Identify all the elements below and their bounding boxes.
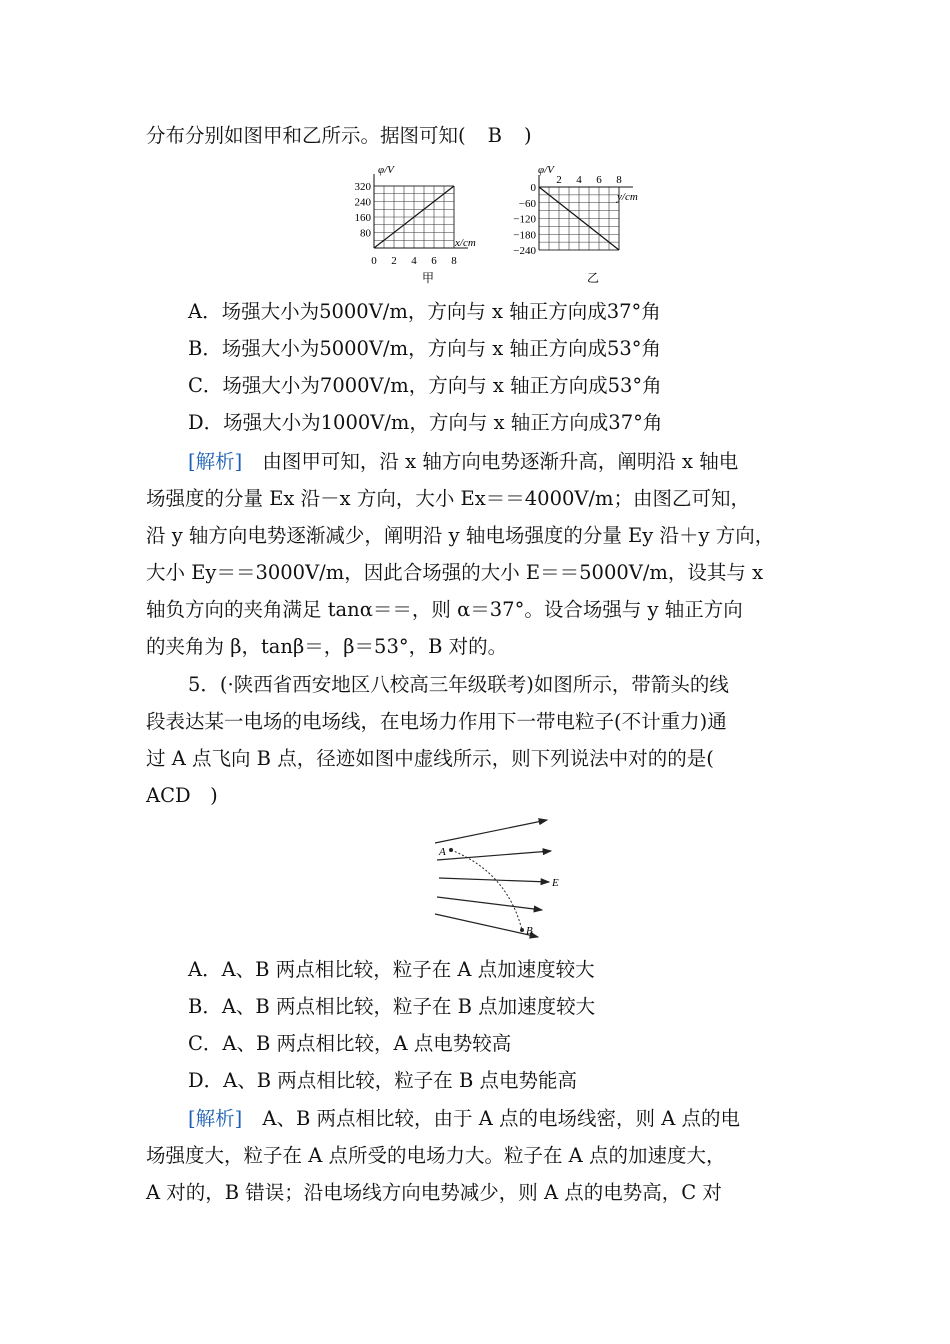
chart-yi-ylabel: φ/V bbox=[538, 164, 554, 176]
particle-trajectory bbox=[451, 850, 522, 930]
y-tick-label: 0 bbox=[530, 182, 536, 194]
q5-analysis-line-1 bbox=[188, 1107, 740, 1131]
x-tick-label: 8 bbox=[451, 255, 457, 267]
x-tick-label: 4 bbox=[576, 174, 582, 186]
q5-stem-text-1: (·陕西省西安地区八校高三年级联考)如图所示，带箭头的线 bbox=[219, 673, 729, 696]
chart-yi-xlabel: y/cm bbox=[617, 191, 638, 203]
y-tick-label: 160 bbox=[354, 212, 371, 224]
field-line-2 bbox=[437, 851, 551, 860]
q5-option-d: D．A、B 两点相比较，粒子在 B 点电势能高 bbox=[188, 1069, 577, 1092]
x-tick-label: 2 bbox=[391, 255, 397, 267]
q4-analysis-line-4: 大小 Ey＝＝3000V/m，因此合场强的大小 E＝＝5000V/m，设其与 x bbox=[146, 561, 764, 584]
chart-yi bbox=[505, 160, 655, 290]
point-a-dot bbox=[449, 848, 453, 852]
q4-stem-close: ) bbox=[523, 124, 532, 147]
x-tick-label: 6 bbox=[431, 255, 437, 267]
point-b-dot bbox=[520, 928, 524, 932]
field-line-4 bbox=[437, 897, 542, 910]
x-tick-label: 8 bbox=[616, 174, 622, 186]
label-e: E bbox=[552, 877, 559, 889]
chart-jia-ylabel: φ/V bbox=[378, 164, 394, 176]
q5-stem-line-4: ACD ) bbox=[146, 784, 218, 807]
chart-jia-title: 甲 bbox=[422, 271, 435, 285]
y-tick-label: 320 bbox=[354, 181, 371, 193]
chart-jia-grid bbox=[374, 174, 468, 248]
y-tick-label: −240 bbox=[513, 245, 536, 257]
q5-stem-line-3: 过 A 点飞向 B 点，径迹如图中虚线所示，则下列说法中对的的是( bbox=[146, 747, 714, 770]
q4-analysis-line-5: 轴负方向的夹角满足 tanα＝＝，则 α＝37°。设合场强与 y 轴正方向 bbox=[146, 598, 743, 621]
y-tick-label: 240 bbox=[354, 196, 371, 209]
label-a: A bbox=[439, 846, 446, 858]
q5-option-c: C．A、B 两点相比较，A 点电势较高 bbox=[188, 1032, 512, 1055]
q5-stem-line-1 bbox=[188, 673, 729, 697]
q4-analysis-line-2: 场强度的分量 Ex 沿－x 方向，大小 Ex＝＝4000V/m；由图乙可知， bbox=[146, 487, 751, 510]
q4-analysis-tag: [解析] bbox=[188, 450, 243, 473]
y-tick-label: −180 bbox=[513, 229, 536, 242]
x-tick-label: 6 bbox=[596, 174, 602, 186]
q5-analysis-line-3: A 对的，B 错误；沿电场线方向电势减少，则 A 点的电势高，C 对 bbox=[146, 1181, 722, 1204]
q4-answer: B bbox=[487, 124, 502, 147]
q5-option-a: A．A、B 两点相比较，粒子在 A 点加速度较大 bbox=[188, 958, 595, 981]
q4-option-b: B．场强大小为5000V/m，方向与 x 轴正方向成53°角 bbox=[188, 337, 662, 360]
field-line-5 bbox=[435, 914, 538, 937]
q4-analysis-line-3: 沿 y 轴方向电势逐渐减少，阐明沿 y 轴电场强度的分量 Ey 沿＋y 方向， bbox=[146, 524, 775, 547]
q5-number: 5． bbox=[188, 673, 220, 696]
q5-analysis-line-2: 场强度大，粒子在 A 点所受的电场力大。粒子在 A 点的加速度大， bbox=[146, 1144, 726, 1167]
chart-yi-title: 乙 bbox=[587, 271, 600, 285]
q4-stem-text: 分布分别如图甲和乙所示。据图可知( bbox=[146, 124, 466, 147]
chart-jia-xlabel: x/cm bbox=[455, 237, 476, 249]
q5-analysis-text-1: A、B 两点相比较，由于 A 点的电场线密，则 A 点的电 bbox=[262, 1107, 740, 1130]
q4-option-a: A．场强大小为5000V/m，方向与 x 轴正方向成37°角 bbox=[188, 300, 661, 323]
q5-option-b: B．A、B 两点相比较，粒子在 B 点加速度较大 bbox=[188, 995, 596, 1018]
field-line-1 bbox=[435, 820, 547, 843]
x-tick-label: 2 bbox=[556, 174, 562, 186]
q4-stem bbox=[146, 124, 532, 148]
y-tick-label: −120 bbox=[513, 213, 536, 226]
q5-analysis-tag: [解析] bbox=[188, 1107, 243, 1130]
label-b: B bbox=[526, 925, 533, 937]
q5-stem-line-2: 段表达某一电场的电场线，在电场力作用下一带电粒子(不计重力)通 bbox=[146, 710, 727, 733]
chart-yi-grid bbox=[539, 175, 633, 250]
chart-jia bbox=[340, 160, 490, 290]
y-tick-label: 80 bbox=[360, 227, 371, 240]
q4-option-d: D．场强大小为1000V/m，方向与 x 轴正方向成37°角 bbox=[188, 411, 663, 434]
field-lines-figure bbox=[425, 810, 575, 945]
x-tick-label: 0 bbox=[371, 255, 377, 267]
q4-analysis-line-6: 的夹角为 β，tanβ＝，β＝53°，B 对的。 bbox=[146, 635, 508, 658]
q4-option-c: C．场强大小为7000V/m，方向与 x 轴正方向成53°角 bbox=[188, 374, 662, 397]
y-tick-label: −60 bbox=[518, 197, 536, 210]
q4-analysis-line-1 bbox=[188, 450, 738, 474]
q4-analysis-text-1: 由图甲可知，沿 x 轴方向电势逐渐升高，阐明沿 x 轴电 bbox=[262, 450, 739, 473]
x-tick-label: 4 bbox=[411, 255, 417, 267]
